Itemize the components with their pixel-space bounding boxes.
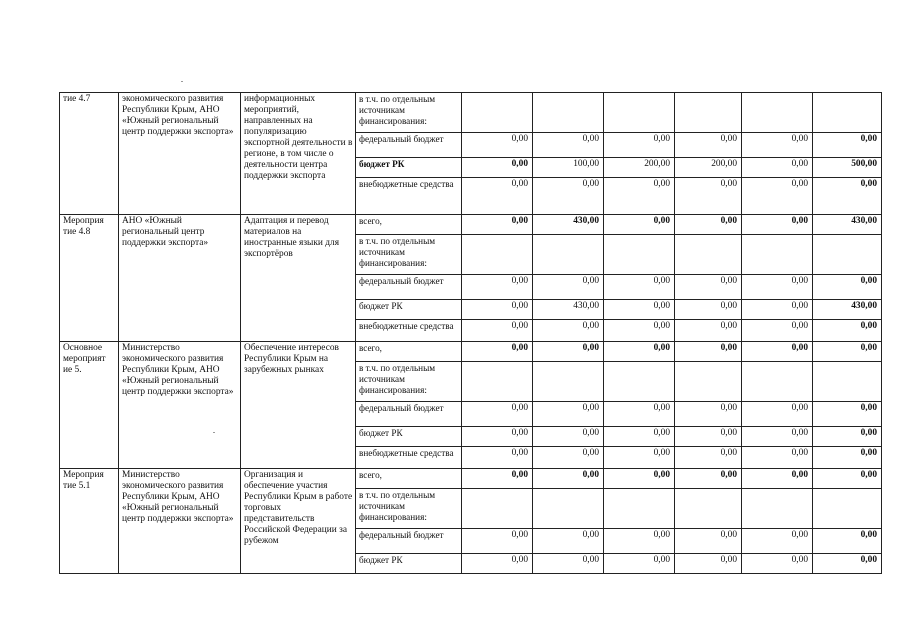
amount-cell: 0,00 [462,427,533,447]
amount-cell: 0,00 [533,402,604,427]
amount-cell [675,362,742,402]
total-amount-cell: 0,00 [813,275,882,300]
amount-cell: 0,00 [675,469,742,489]
funding-source-cell: внебюджетные средства [356,447,462,469]
event-cell: Адаптация и перевод материалов на иностранные языки для экспортёров [241,215,356,342]
amount-cell: 0,00 [462,402,533,427]
total-amount-cell: 0,00 [813,447,882,469]
total-amount-cell [813,489,882,529]
amount-cell: 430,00 [533,300,604,320]
table-row [60,469,882,489]
amount-cell [604,489,675,529]
amount-cell: 0,00 [604,320,675,342]
funding-source-cell: внебюджетные средства [356,320,462,342]
amount-cell [675,93,742,133]
amount-cell: 0,00 [742,275,813,300]
amount-cell: 0,00 [462,275,533,300]
table-row [60,215,882,235]
amount-cell: 0,00 [675,215,742,235]
measure-name-cell: Основное мероприят ие 5. [60,342,119,469]
amount-cell: 0,00 [604,427,675,447]
funding-source-cell: в т.ч. по отдельным источникам финансирования: [356,362,462,402]
amount-cell: 0,00 [462,447,533,469]
amount-cell: 0,00 [742,300,813,320]
amount-cell [675,489,742,529]
amount-cell [533,362,604,402]
event-cell: Обеспечение интересов Республики Крым на зарубежных рынках [241,342,356,469]
executor-cell: экономического развития Республики Крым, АНО «Южный региональный центр поддержки экспорта» [119,93,241,215]
amount-cell: 0,00 [742,342,813,362]
total-amount-cell: 430,00 [813,215,882,235]
executor-cell: Министерство экономического развития Республики Крым, АНО «Южный региональный центр поддержки экспорта» [119,342,241,469]
amount-cell: 0,00 [604,275,675,300]
amount-cell: 0,00 [533,133,604,158]
amount-cell: 0,00 [675,320,742,342]
amount-cell: 0,00 [462,469,533,489]
amount-cell: 0,00 [462,529,533,554]
table-row [60,93,882,133]
amount-cell: 0,00 [462,342,533,362]
amount-cell: 0,00 [604,554,675,574]
funding-source-cell: бюджет РК [356,158,462,178]
total-amount-cell [813,93,882,133]
funding-source-cell: федеральный бюджет [356,402,462,427]
amount-cell [462,489,533,529]
amount-cell [604,235,675,275]
measure-name-cell: Мероприя тие 5.1 [60,469,119,574]
amount-cell: 0,00 [533,427,604,447]
amount-cell: 0,00 [533,320,604,342]
amount-cell [462,362,533,402]
funding-source-cell: в т.ч. по отдельным источникам финансирования: [356,489,462,529]
funding-source-cell: федеральный бюджет [356,275,462,300]
amount-cell: 0,00 [675,342,742,362]
table-row [60,342,882,362]
amount-cell: 0,00 [604,469,675,489]
funding-source-cell: в т.ч. по отдельным источникам финансирования: [356,235,462,275]
amount-cell: 0,00 [462,133,533,158]
total-amount-cell: 0,00 [813,554,882,574]
amount-cell: 0,00 [462,320,533,342]
amount-cell: 0,00 [604,133,675,158]
amount-cell: 0,00 [604,300,675,320]
total-amount-cell [813,235,882,275]
financing-table [59,92,882,574]
amount-cell: 0,00 [742,469,813,489]
amount-cell [604,93,675,133]
amount-cell: 0,00 [604,529,675,554]
amount-cell: 0,00 [675,427,742,447]
amount-cell [533,235,604,275]
amount-cell [742,362,813,402]
amount-cell [462,235,533,275]
funding-source-cell: бюджет РК [356,427,462,447]
amount-cell: 0,00 [742,178,813,215]
funding-source-cell: бюджет РК [356,554,462,574]
amount-cell: 0,00 [742,447,813,469]
amount-cell: 430,00 [533,215,604,235]
amount-cell: 0,00 [604,215,675,235]
funding-source-cell: федеральный бюджет [356,133,462,158]
amount-cell: 0,00 [533,469,604,489]
amount-cell: 0,00 [675,447,742,469]
amount-cell: 0,00 [675,402,742,427]
amount-cell: 0,00 [604,447,675,469]
amount-cell: 0,00 [533,178,604,215]
amount-cell: 0,00 [462,300,533,320]
amount-cell: 0,00 [462,554,533,574]
amount-cell: 0,00 [675,554,742,574]
funding-source-cell: всего, [356,469,462,489]
amount-cell: 0,00 [604,402,675,427]
amount-cell: 0,00 [675,178,742,215]
amount-cell: 0,00 [742,133,813,158]
funding-source-cell: всего, [356,215,462,235]
total-amount-cell: 0,00 [813,529,882,554]
amount-cell: 0,00 [604,342,675,362]
amount-cell: 0,00 [462,158,533,178]
funding-source-cell: федеральный бюджет [356,529,462,554]
executor-cell: Министерство экономического развития Республики Крым, АНО «Южный региональный центр поддержки экспорта» [119,469,241,574]
total-amount-cell: 0,00 [813,427,882,447]
amount-cell [742,489,813,529]
total-amount-cell: 0,00 [813,320,882,342]
scan-speck [181,81,183,82]
amount-cell: 0,00 [604,178,675,215]
funding-source-cell: в т.ч. по отдельным источникам финансирования: [356,93,462,133]
amount-cell: 0,00 [675,529,742,554]
total-amount-cell: 500,00 [813,158,882,178]
measure-name-cell: тие 4.7 [60,93,119,215]
amount-cell: 0,00 [742,320,813,342]
amount-cell: 0,00 [533,447,604,469]
amount-cell: 200,00 [675,158,742,178]
event-cell: информационных мероприятий, направленных на популяризацию экспортной деятельности в регионе, в том числе о деятельности центра поддержки экспорта [241,93,356,215]
amount-cell: 0,00 [675,300,742,320]
amount-cell [742,93,813,133]
amount-cell: 0,00 [533,554,604,574]
amount-cell: 0,00 [675,275,742,300]
measure-name-cell: Мероприя тие 4.8 [60,215,119,342]
total-amount-cell: 0,00 [813,133,882,158]
amount-cell: 0,00 [742,427,813,447]
total-amount-cell: 0,00 [813,402,882,427]
amount-cell: 0,00 [675,133,742,158]
total-amount-cell: 0,00 [813,178,882,215]
total-amount-cell: 430,00 [813,300,882,320]
funding-source-cell: всего, [356,342,462,362]
amount-cell: 0,00 [742,554,813,574]
amount-cell [604,362,675,402]
amount-cell [675,235,742,275]
funding-source-cell: внебюджетные средства [356,178,462,215]
total-amount-cell [813,362,882,402]
event-cell: Организация и обеспечение участия Республики Крым в работе торговых представительств Российской Федерации за рубежом [241,469,356,574]
amount-cell: 200,00 [604,158,675,178]
financing-table-grid [59,92,882,574]
total-amount-cell: 0,00 [813,342,882,362]
amount-cell: 0,00 [742,402,813,427]
amount-cell: 0,00 [462,178,533,215]
amount-cell: 0,00 [533,342,604,362]
executor-cell: АНО «Южный региональный центр поддержки экспорта» [119,215,241,342]
total-amount-cell: 0,00 [813,469,882,489]
amount-cell: 0,00 [742,529,813,554]
amount-cell [742,235,813,275]
amount-cell: 100,00 [533,158,604,178]
amount-cell: 0,00 [533,275,604,300]
amount-cell: 0,00 [462,215,533,235]
amount-cell: 0,00 [742,158,813,178]
amount-cell: 0,00 [533,529,604,554]
amount-cell [462,93,533,133]
amount-cell [533,93,604,133]
funding-source-cell: бюджет РК [356,300,462,320]
amount-cell [533,489,604,529]
amount-cell: 0,00 [742,215,813,235]
